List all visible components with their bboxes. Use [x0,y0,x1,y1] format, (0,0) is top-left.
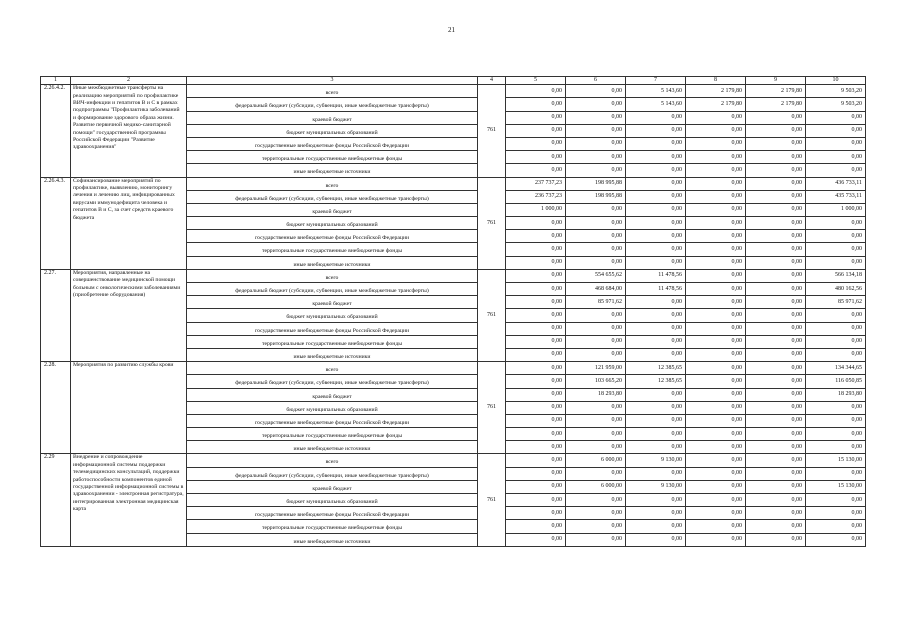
value-cell: 12 385,65 [626,362,686,375]
value-cell: 0,00 [506,85,566,98]
value-cell: 0,00 [506,480,566,493]
value-cell: 0,00 [626,309,686,322]
value-cell: 116 050,85 [806,375,866,388]
value-cell: 0,00 [626,348,686,361]
value-cell: 0,00 [686,480,746,493]
value-cell: 5 143,60 [626,98,686,111]
value-cell: 0,00 [626,467,686,480]
value-cell: 0,00 [746,480,806,493]
grbs-code: 761 [478,85,506,177]
funding-source: всего [187,362,478,375]
funding-source: всего [187,269,478,282]
value-cell: 0,00 [506,322,566,335]
funding-source: территориальные государственные внебюджетные фонды [187,243,478,256]
value-cell: 0,00 [506,401,566,414]
value-cell: 0,00 [626,124,686,137]
value-cell: 0,00 [746,217,806,230]
value-cell: 0,00 [566,230,626,243]
value-cell: 0,00 [686,494,746,507]
value-cell: 18 293,80 [806,388,866,401]
value-cell: 0,00 [686,335,746,348]
value-cell: 0,00 [626,111,686,124]
value-cell: 0,00 [746,362,806,375]
value-cell: 0,00 [506,533,566,546]
value-cell: 0,00 [506,309,566,322]
value-cell: 0,00 [746,441,806,454]
value-cell: 0,00 [626,243,686,256]
value-cell: 1 000,00 [506,203,566,216]
item-name: Софинансирование мероприятий по профилактике, выявлению, мониторингу лечения и лечению лиц, инфицированных вирусами иммунодефицита человека и гепатитов В и С, за счет средств краевого бюджета [71,177,187,269]
value-cell: 0,00 [686,164,746,177]
value-cell: 0,00 [686,533,746,546]
funding-source: территориальные государственные внебюджетные фонды [187,428,478,441]
value-cell: 0,00 [566,533,626,546]
value-cell: 0,00 [566,467,626,480]
value-cell: 0,00 [506,137,566,150]
value-cell: 566 134,18 [806,269,866,282]
header-cell: 9 [746,77,806,85]
funding-source: бюджет муниципальных образований [187,494,478,507]
value-cell: 0,00 [686,388,746,401]
funding-source: краевой бюджет [187,388,478,401]
value-cell: 0,00 [746,296,806,309]
value-cell: 0,00 [566,137,626,150]
value-cell: 0,00 [806,533,866,546]
value-cell: 0,00 [506,494,566,507]
value-cell: 0,00 [686,203,746,216]
value-cell: 0,00 [626,177,686,190]
value-cell: 0,00 [686,296,746,309]
value-cell: 236 737,23 [506,190,566,203]
value-cell: 0,00 [746,137,806,150]
value-cell: 0,00 [566,111,626,124]
header-cell: 7 [626,77,686,85]
value-cell: 0,00 [806,137,866,150]
value-cell: 12 385,65 [626,375,686,388]
value-cell: 0,00 [566,494,626,507]
value-cell: 0,00 [746,494,806,507]
value-cell: 0,00 [506,507,566,520]
value-cell: 0,00 [566,322,626,335]
value-cell: 0,00 [566,124,626,137]
value-cell: 0,00 [626,401,686,414]
value-cell: 0,00 [686,111,746,124]
value-cell: 0,00 [686,467,746,480]
value-cell: 0,00 [626,217,686,230]
value-cell: 0,00 [626,190,686,203]
value-cell: 11 478,56 [626,269,686,282]
item-code: 2.26.4.2. [41,85,71,177]
value-cell: 480 162,56 [806,283,866,296]
funding-source: федеральный бюджет (субсидии, субвенции, иные межбюджетные трансферты) [187,190,478,203]
header-cell: 2 [71,77,187,85]
funding-source: территориальные государственные внебюджетные фонды [187,335,478,348]
value-cell: 0,00 [626,507,686,520]
value-cell: 0,00 [686,124,746,137]
value-cell: 0,00 [686,414,746,427]
value-cell: 0,00 [566,151,626,164]
value-cell: 0,00 [566,309,626,322]
header-cell: 3 [187,77,478,85]
value-cell: 0,00 [506,454,566,467]
value-cell: 2 179,80 [746,98,806,111]
value-cell: 0,00 [746,203,806,216]
value-cell: 0,00 [806,348,866,361]
value-cell: 0,00 [806,414,866,427]
value-cell: 0,00 [686,454,746,467]
value-cell: 0,00 [566,98,626,111]
funding-source: федеральный бюджет (субсидии, субвенции, иные межбюджетные трансферты) [187,283,478,296]
value-cell: 0,00 [626,335,686,348]
value-cell: 0,00 [506,441,566,454]
value-cell: 15 130,00 [806,454,866,467]
value-cell: 0,00 [506,467,566,480]
table-row [41,454,866,467]
value-cell: 0,00 [506,124,566,137]
value-cell: 0,00 [746,414,806,427]
value-cell: 435 733,11 [806,190,866,203]
value-cell: 0,00 [626,137,686,150]
value-cell: 0,00 [686,217,746,230]
value-cell: 0,00 [506,348,566,361]
value-cell: 0,00 [626,164,686,177]
value-cell: 0,00 [806,467,866,480]
item-code: 2.29 [41,454,71,546]
funding-source: государственные внебюджетные фонды Российской Федерации [187,322,478,335]
funding-source: территориальные государственные внебюджетные фонды [187,520,478,533]
item-name: Внедрение и сопровождение информационной системы поддержки телемедицинских консультаций, поддержки работоспособности компонентов единой государственной информационной системы в здравоохранении - электронная регистратура, интегрированная электронная медицинская карта [71,454,187,546]
value-cell: 0,00 [506,520,566,533]
value-cell: 0,00 [686,375,746,388]
header-cell: 6 [566,77,626,85]
item-name: Мероприятия, направленные на совершенствование медицинской помощи больным с онкологическими заболеваниями (приобретение оборудования) [71,269,187,361]
value-cell: 0,00 [566,507,626,520]
value-cell: 0,00 [686,243,746,256]
value-cell: 0,00 [746,467,806,480]
value-cell: 0,00 [746,533,806,546]
value-cell: 0,00 [506,230,566,243]
value-cell: 0,00 [566,217,626,230]
value-cell: 0,00 [506,256,566,269]
value-cell: 0,00 [506,362,566,375]
funding-source: всего [187,85,478,98]
value-cell: 1 000,00 [806,203,866,216]
value-cell: 0,00 [746,283,806,296]
funding-source: федеральный бюджет (субсидии, субвенции, иные межбюджетные трансферты) [187,375,478,388]
table-row [41,269,866,282]
value-cell: 0,00 [626,520,686,533]
value-cell: 0,00 [566,520,626,533]
value-cell: 0,00 [686,362,746,375]
header-cell: 5 [506,77,566,85]
funding-source: государственные внебюджетные фонды Российской Федерации [187,414,478,427]
value-cell: 0,00 [506,414,566,427]
value-cell: 0,00 [626,494,686,507]
value-cell: 0,00 [626,296,686,309]
header-cell: 4 [478,77,506,85]
value-cell: 0,00 [626,388,686,401]
value-cell: 554 655,62 [566,269,626,282]
funding-source: федеральный бюджет (субсидии, субвенции, иные межбюджетные трансферты) [187,467,478,480]
value-cell: 0,00 [746,309,806,322]
table-body [41,77,866,547]
value-cell: 0,00 [806,441,866,454]
value-cell: 0,00 [626,203,686,216]
value-cell: 0,00 [686,309,746,322]
table-row [41,85,866,98]
value-cell: 468 684,00 [566,283,626,296]
value-cell: 0,00 [626,441,686,454]
value-cell: 2 179,80 [686,98,746,111]
value-cell: 5 143,60 [626,85,686,98]
value-cell: 0,00 [806,151,866,164]
value-cell: 0,00 [506,428,566,441]
funding-source: краевой бюджет [187,203,478,216]
funding-source: краевой бюджет [187,111,478,124]
funding-source: всего [187,454,478,467]
funding-source: бюджет муниципальных образований [187,401,478,414]
item-code: 2.28. [41,362,71,454]
header-row [41,77,866,85]
value-cell: 0,00 [506,375,566,388]
value-cell: 0,00 [746,124,806,137]
funding-source: иные внебюджетные источники [187,441,478,454]
header-cell: 1 [41,77,71,85]
value-cell: 0,00 [806,256,866,269]
budget-table [40,76,866,547]
value-cell: 0,00 [746,428,806,441]
value-cell: 0,00 [746,401,806,414]
grbs-code: 761 [478,177,506,269]
value-cell: 0,00 [746,269,806,282]
table-row [41,362,866,375]
value-cell: 0,00 [566,348,626,361]
value-cell: 237 737,23 [506,177,566,190]
value-cell: 0,00 [626,230,686,243]
value-cell: 2 179,80 [746,85,806,98]
value-cell: 0,00 [746,243,806,256]
value-cell: 0,00 [746,256,806,269]
value-cell: 6 000,00 [566,454,626,467]
value-cell: 0,00 [686,348,746,361]
value-cell: 0,00 [566,428,626,441]
value-cell: 9 503,20 [806,98,866,111]
funding-source: федеральный бюджет (субсидии, субвенции, иные межбюджетные трансферты) [187,98,478,111]
value-cell: 0,00 [746,164,806,177]
value-cell: 0,00 [806,401,866,414]
value-cell: 0,00 [626,256,686,269]
value-cell: 103 665,20 [566,375,626,388]
value-cell: 0,00 [566,441,626,454]
value-cell: 0,00 [746,177,806,190]
value-cell: 0,00 [506,111,566,124]
value-cell: 0,00 [746,335,806,348]
funding-source: государственные внебюджетные фонды Российской Федерации [187,137,478,150]
item-name: Мероприятия по развитию службы крови [71,362,187,454]
table-row [41,177,866,190]
value-cell: 0,00 [506,388,566,401]
funding-source: краевой бюджет [187,480,478,493]
value-cell: 0,00 [626,151,686,164]
value-cell: 9 503,20 [806,85,866,98]
value-cell: 0,00 [806,243,866,256]
value-cell: 0,00 [566,203,626,216]
value-cell: 0,00 [686,520,746,533]
value-cell: 9 130,00 [626,480,686,493]
value-cell: 0,00 [506,217,566,230]
value-cell: 0,00 [806,335,866,348]
header-cell: 8 [686,77,746,85]
value-cell: 0,00 [686,401,746,414]
value-cell: 0,00 [506,98,566,111]
value-cell: 121 959,00 [566,362,626,375]
funding-source: всего [187,177,478,190]
value-cell: 9 130,00 [626,454,686,467]
value-cell: 0,00 [566,414,626,427]
value-cell: 85 971,62 [566,296,626,309]
item-code: 2.26.4.3. [41,177,71,269]
funding-source: иные внебюджетные источники [187,164,478,177]
value-cell: 0,00 [746,348,806,361]
funding-source: территориальные государственные внебюджетные фонды [187,151,478,164]
value-cell: 198 995,88 [566,190,626,203]
value-cell: 0,00 [506,164,566,177]
value-cell: 2 179,80 [686,85,746,98]
value-cell: 0,00 [806,164,866,177]
value-cell: 0,00 [806,309,866,322]
page-number: 21 [448,26,455,34]
value-cell: 0,00 [806,230,866,243]
value-cell: 0,00 [626,428,686,441]
value-cell: 0,00 [566,164,626,177]
funding-source: государственные внебюджетные фонды Российской Федерации [187,230,478,243]
funding-source: иные внебюджетные источники [187,256,478,269]
value-cell: 0,00 [806,507,866,520]
value-cell: 0,00 [746,322,806,335]
value-cell: 0,00 [686,256,746,269]
value-cell: 198 995,88 [566,177,626,190]
funding-source: государственные внебюджетные фонды Российской Федерации [187,507,478,520]
value-cell: 0,00 [686,428,746,441]
value-cell: 0,00 [626,322,686,335]
value-cell: 0,00 [686,283,746,296]
grbs-code: 761 [478,269,506,361]
value-cell: 0,00 [806,217,866,230]
value-cell: 0,00 [806,494,866,507]
value-cell: 0,00 [626,533,686,546]
value-cell: 0,00 [806,520,866,533]
value-cell: 0,00 [746,375,806,388]
value-cell: 0,00 [686,190,746,203]
value-cell: 0,00 [746,230,806,243]
grbs-code: 761 [478,362,506,454]
value-cell: 0,00 [566,401,626,414]
value-cell: 0,00 [686,151,746,164]
value-cell: 0,00 [506,269,566,282]
value-cell: 0,00 [746,190,806,203]
value-cell: 0,00 [686,137,746,150]
value-cell: 6 000,00 [566,480,626,493]
value-cell: 0,00 [746,507,806,520]
value-cell: 0,00 [806,428,866,441]
value-cell: 0,00 [746,111,806,124]
value-cell: 0,00 [806,124,866,137]
value-cell: 0,00 [566,335,626,348]
value-cell: 0,00 [686,441,746,454]
funding-source: бюджет муниципальных образований [187,309,478,322]
value-cell: 0,00 [746,454,806,467]
value-cell: 0,00 [566,256,626,269]
value-cell: 0,00 [746,151,806,164]
value-cell: 0,00 [506,243,566,256]
grbs-code: 761 [478,454,506,546]
item-name: Иные межбюджетные трансферты на реализацию мероприятий по профилактике ВИЧ-инфекции и гепатитов В и С в рамках подпрограммы "Профилактика заболеваний и формирование здорового образа жизни. Развитие первичной медико-санитарной помощи" государственной программы Российской Федерации "Развитие здравоохранения" [71,85,187,177]
funding-source: краевой бюджет [187,296,478,309]
value-cell: 11 478,56 [626,283,686,296]
funding-source: бюджет муниципальных образований [187,124,478,137]
value-cell: 0,00 [506,283,566,296]
value-cell: 0,00 [746,388,806,401]
value-cell: 0,00 [686,230,746,243]
value-cell: 15 130,00 [806,480,866,493]
item-code: 2.27. [41,269,71,361]
value-cell: 0,00 [686,322,746,335]
header-cell: 10 [806,77,866,85]
funding-source: иные внебюджетные источники [187,348,478,361]
value-cell: 436 733,11 [806,177,866,190]
value-cell: 0,00 [626,414,686,427]
value-cell: 0,00 [806,322,866,335]
value-cell: 0,00 [506,335,566,348]
value-cell: 0,00 [566,85,626,98]
funding-source: бюджет муниципальных образований [187,217,478,230]
value-cell: 0,00 [566,243,626,256]
value-cell: 0,00 [506,296,566,309]
funding-source: иные внебюджетные источники [187,533,478,546]
value-cell: 0,00 [686,177,746,190]
value-cell: 0,00 [686,507,746,520]
value-cell: 134 344,65 [806,362,866,375]
value-cell: 0,00 [506,151,566,164]
value-cell: 0,00 [686,269,746,282]
value-cell: 0,00 [746,520,806,533]
value-cell: 0,00 [806,111,866,124]
value-cell: 85 971,62 [806,296,866,309]
value-cell: 18 293,80 [566,388,626,401]
